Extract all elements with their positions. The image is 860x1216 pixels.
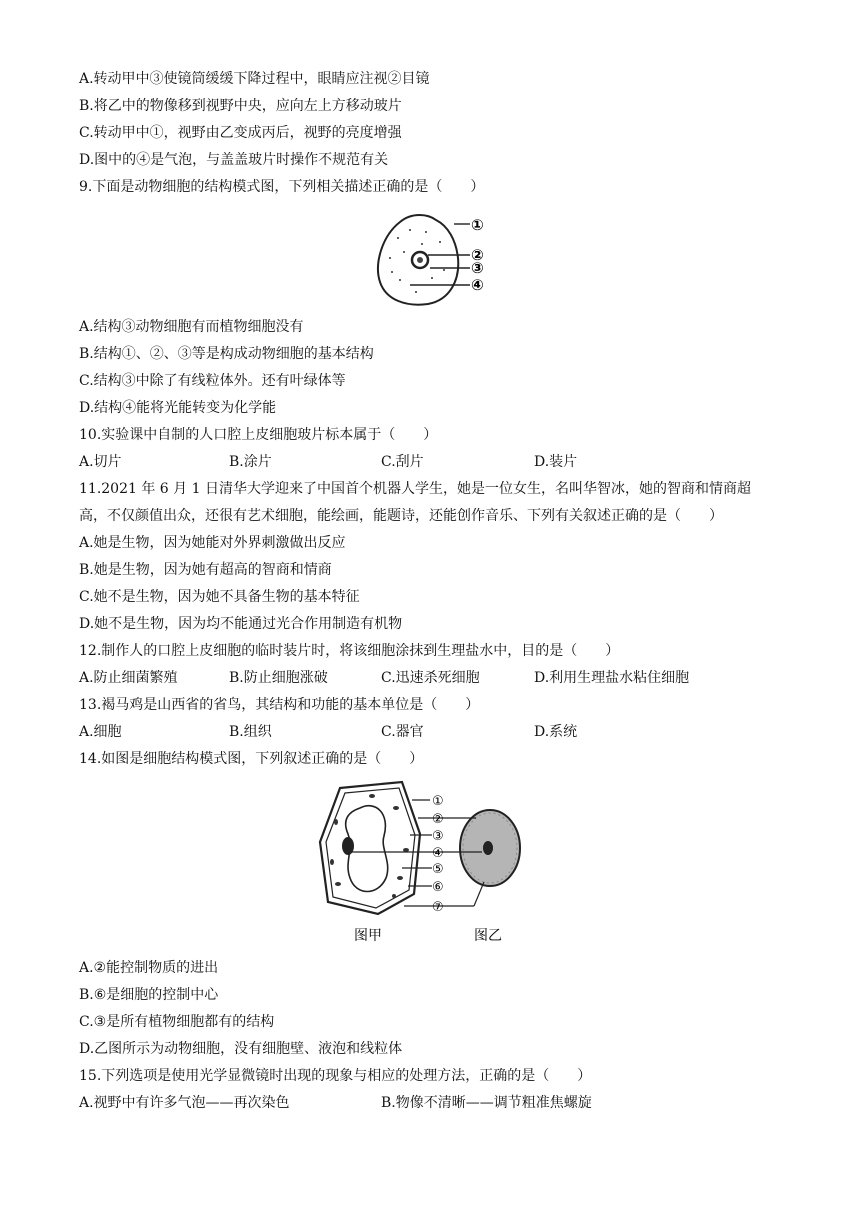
nucleolus: [417, 257, 423, 263]
q10-option-a: A.切片: [79, 454, 122, 470]
q8-option-b: B.将乙中的物像移到视野中央，应向左上方移动玻片: [79, 98, 402, 114]
q14-option-d: D.乙图所示为动物细胞，没有细胞壁、液泡和线粒体: [79, 1041, 403, 1057]
q9-option-a: A.结构③动物细胞有而植物细胞没有: [79, 319, 304, 335]
q9-label-1: ①: [471, 216, 484, 234]
q8-option-a: A.转动甲中③使镜筒缓缓下降过程中，眼睛应注视②目镜: [79, 71, 430, 87]
q9-option-d: D.结构④能将光能转变为化学能: [79, 400, 277, 416]
q11-stem-line2: 高，不仅颜值出众，还很有艺术细胞，能绘画，能题诗，还能创作音乐、下列有关叙述正确的是（ ）: [79, 508, 723, 524]
q13-option-c: C.器官: [381, 724, 424, 740]
q14-option-a: A.②能控制物质的进出: [79, 960, 219, 976]
caption-right: 图乙: [474, 928, 502, 944]
q11-option-c: C.她不是生物，因为她不具备生物的基本特征: [79, 589, 360, 605]
q9-option-c: C.结构③中除了有线粒体外。还有叶绿体等: [79, 373, 346, 389]
q14-label-7: ⑦: [432, 900, 444, 915]
q9-label-3: ③: [471, 259, 484, 277]
q14-label-2: ②: [432, 812, 444, 827]
q15-option-a: A.视野中有许多气泡——再次染色: [79, 1095, 290, 1111]
q15-option-b: B.物像不清晰——调节粗准焦螺旋: [381, 1095, 592, 1111]
animal-nucleus: [483, 841, 493, 855]
q11-option-a: A.她是生物，因为她能对外界刺激做出反应: [79, 535, 346, 551]
q8-option-d: D.图中的④是气泡，与盖盖玻片时操作不规范有关: [79, 152, 389, 168]
plant-animal-cell-diagram: [314, 778, 536, 944]
q14-option-c: C.③是所有植物细胞都有的结构: [79, 1014, 275, 1030]
q14-label-1: ①: [432, 794, 444, 809]
q10-stem: 10.实验课中自制的人口腔上皮细胞玻片标本属于（ ）: [79, 427, 438, 443]
q11-option-d: D.她不是生物，因为均不能通过光合作用制造有机物: [79, 616, 403, 632]
q13-option-a: A.细胞: [79, 724, 122, 740]
q14-label-6: ⑥: [432, 880, 444, 895]
q12-stem: 12.制作人的口腔上皮细胞的临时装片时，将该细胞涂抹到生理盐水中，目的是（ ）: [79, 643, 620, 659]
q12-option-b: B.防止细胞涨破: [229, 670, 328, 686]
q10-option-d: D.装片: [534, 454, 578, 470]
q9-stem: 9.下面是动物细胞的结构模式图，下列相关描述正确的是（ ）: [79, 179, 485, 195]
q13-option-d: D.系统: [534, 724, 578, 740]
q9-option-b: B.结构①、②、③等是构成动物细胞的基本结构: [79, 346, 374, 362]
q15-stem: 15.下列选项是使用光学显微镜时出现的现象与相应的处理方法，正确的是（ ）: [79, 1068, 592, 1084]
q14-label-4: ④: [432, 846, 444, 861]
animal-cell-diagram: [370, 208, 500, 312]
q9-label-2: ②: [471, 246, 484, 264]
caption-left: 图甲: [354, 928, 382, 944]
q12-option-c: C.迅速杀死细胞: [381, 670, 480, 686]
q14-label-3: ③: [432, 829, 444, 844]
q12-option-d: D.利用生理盐水粘住细胞: [534, 670, 690, 686]
q11-stem-line1: 11.2021 年 6 月 1 日清华大学迎来了中国首个机器人学生，她是一位女生，名叫华智冰，她的智商和情商超: [79, 481, 751, 497]
q10-option-c: C.刮片: [381, 454, 424, 470]
q11-option-b: B.她是生物，因为她有超高的智商和情商: [79, 562, 332, 578]
q8-option-c: C.转动甲中①，视野由乙变成丙后，视野的亮度增强: [79, 125, 402, 141]
q9-label-4: ④: [471, 276, 484, 294]
q14-stem: 14.如图是细胞结构模式图，下列叙述正确的是（ ）: [79, 751, 424, 767]
q13-stem: 13.褐马鸡是山西省的省鸟，其结构和功能的基本单位是（ ）: [79, 697, 480, 713]
q10-option-b: B.涂片: [229, 454, 272, 470]
q13-option-b: B.组织: [229, 724, 272, 740]
q14-label-5: ⑤: [432, 862, 444, 877]
q12-option-a: A.防止细菌繁殖: [79, 670, 178, 686]
q14-option-b: B.⑥是细胞的控制中心: [79, 987, 219, 1003]
